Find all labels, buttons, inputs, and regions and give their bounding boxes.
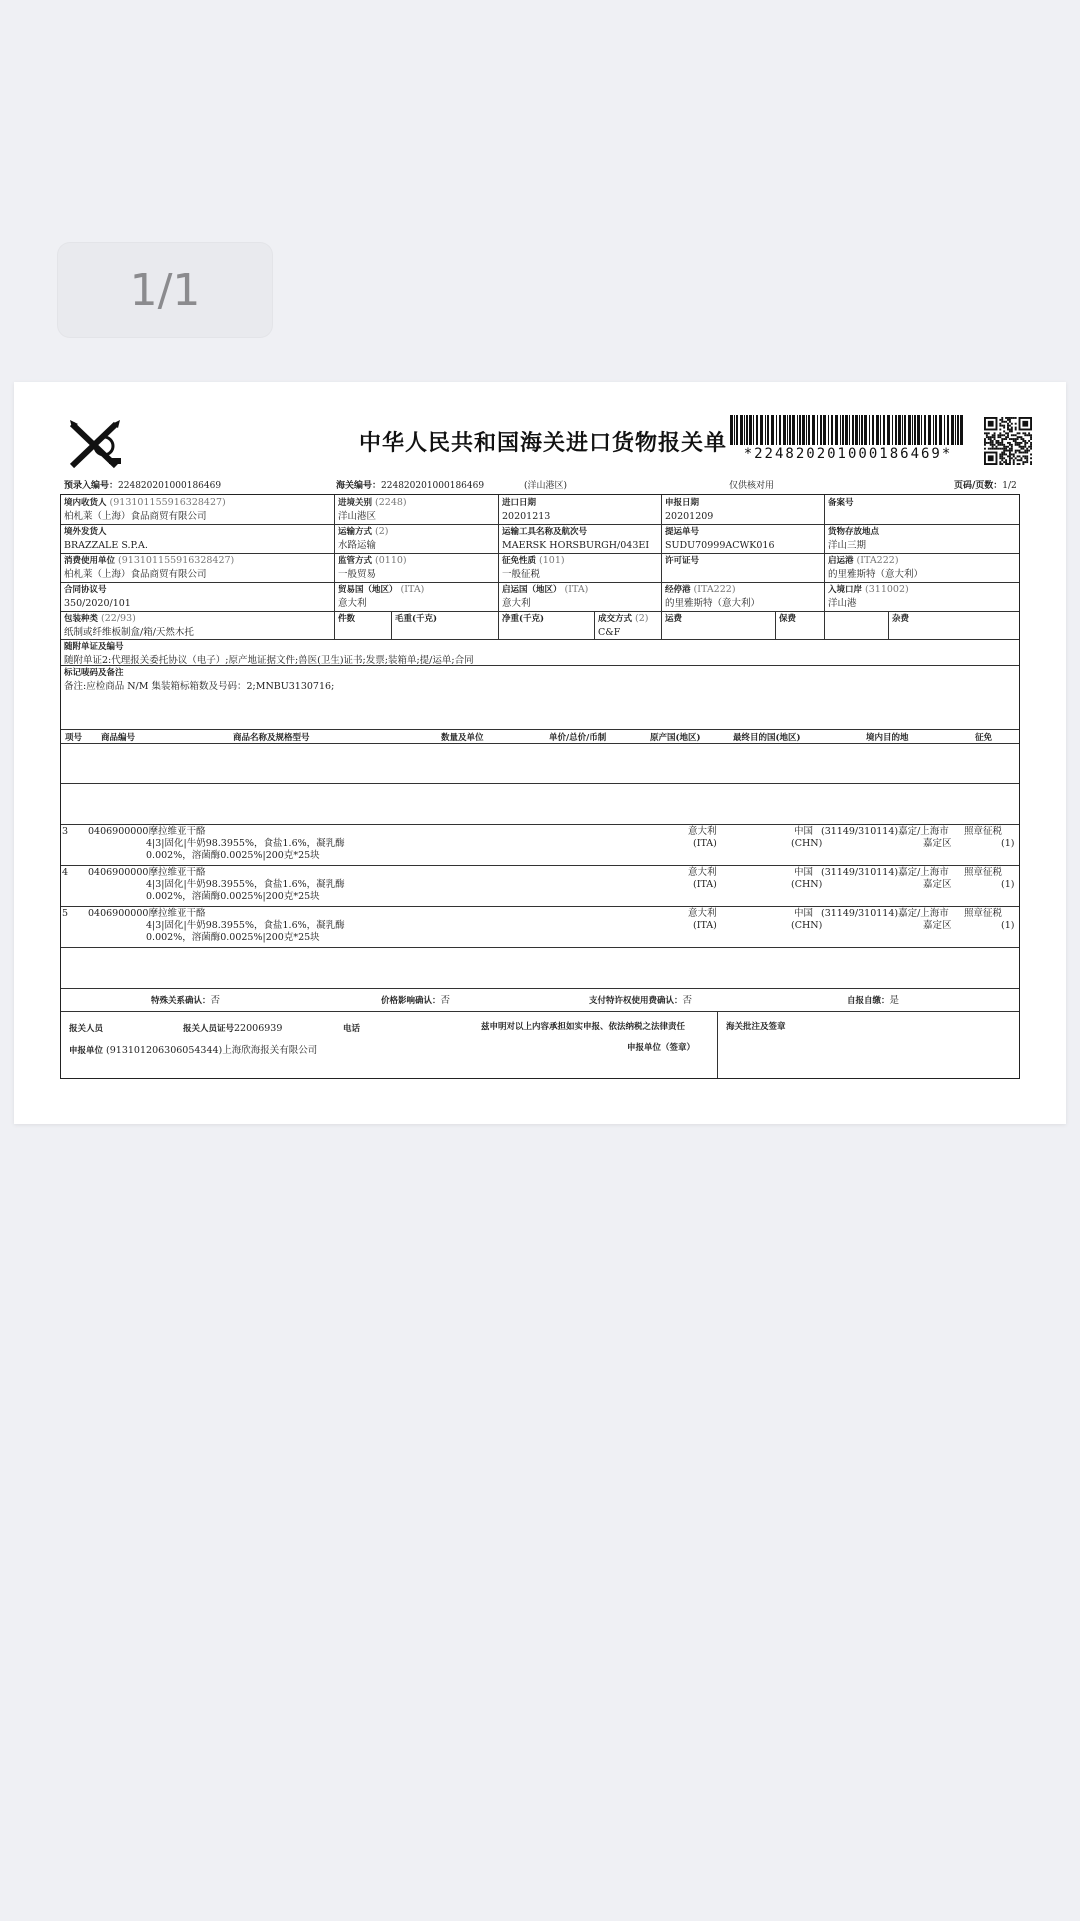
contract-cell: 合同协议号 350/2020/101 (64, 585, 131, 609)
customs-note-label: 海关批注及签章 (726, 1022, 786, 1032)
page-counter: 1/1 (58, 243, 272, 337)
declarant-label: 报关人员 (69, 1024, 104, 1034)
declaration-grid: 境内收货人 (913101155916328427) 柏札莱（上海）食品商贸有限公司 进境关别 (2248) 洋山港区 进口日期 20201213 申报日期 20201209 备案号 境外发货人 BRAZZALE S.P.A. 运输方式 (2) 水路运输 运输工具名称及航次号 MAERSK HORSBURGH/043EI 提运单号 SUDU70999ACWK016 货物存放地点 洋山三期 消费使用单位 (913101155916328427) 柏札莱（上海）食品商贸有限公司 监管方式 (0110) 一般贸易 征免性质 (101) 一般征税 许可证号 启运港 (ITA222) 的里雅斯特（意大利） 合同协议号 350/2020/101 贸易国（地区） (ITA) 意大利 启运国（地区） (ITA) 意大利 经停港 (ITA222) 的里雅斯特（意大利） 入境口岸 (311002) 洋山港 包装种类 (22/93) 纸制或纤维板制盒/箱/天然木托 件数 毛重(千克) 净重(千克) 成交方式 (2) C&F 运费 保费 杂费 随附单证及编号 随附单证2:代理报关委托协议（电子）;原产地证据文件;兽医(卫生)证书;发票;装箱单;提/运单;合同 标记唛码及备注 备注:应检商品 N/M 集装箱标箱数及号码：2;MNBU3130716; 项号 商品编号 商品名称及规格型号 数量及单位 单价/总价/币制 原产国(地区) 最终目的国(地区) 境内目的地 征免 3 0406900000摩拉维亚干酪 4|3|固化|牛奶98.3955%，食盐1.6%，凝乳酶 0.002%，溶菌酶0.0025%|200克*25块 意大利 (ITA) 中国 (CHN) (31149/310114)嘉定/上海市 嘉定区 照章征税 (1) 4 0406900000摩拉维亚干酪 4|3|固化|牛奶98.3955%，食盐1.6%，凝乳酶 0.002%，溶菌酶0.0025%|200克*25块 意大利 (ITA) 中国 (CHN) (31149/310114)嘉定/上海市 嘉定区 照章征税 (1) 5 0406900000摩拉维亚干酪 4|3|固化|牛奶98.3955%，食盐1.6%，凝乳酶 0.002%，溶菌酶0.0025%|200克*25块 意大利 (ITA) 中国 (CHN) (31149/310114)嘉定/上海市 嘉定区 照章征税 (1) 特殊关系确认：否 价格影响确认：否 支付特许权使用费确认：否 自报自缴：是 报关人员 报关人员证号22006939 电话 兹申明对以上内容承担如实申报、依法纳税之法律责任 海关批注及签章 申报单位 (913101206306054344)上海欣海报关有限公司 申报单位（签章） (60, 494, 1020, 1079)
license-cell: 许可证号 (665, 556, 700, 566)
col-item-no: 项号 (65, 733, 83, 743)
customs-number: 海关编号：224820201000186469 (336, 481, 485, 491)
customs-declaration-sheet (14, 382, 1066, 1124)
col-name-spec: 商品名称及规格型号 (233, 733, 310, 743)
gross-weight-cell: 毛重(千克) (395, 614, 438, 624)
customs-emblem-icon (64, 418, 134, 474)
royalty-confirm: 支付特许权使用费确认：否 (589, 995, 693, 1006)
transport-mode-cell: 运输方式 (2) 水路运输 (338, 526, 389, 551)
net-weight-cell: 净重(千克) (502, 614, 545, 624)
shipper-cell: 境外发货人 BRAZZALE S.P.A. (64, 527, 148, 551)
qr-code-image (984, 417, 1032, 465)
page-number: 页码/页数：1/2 (954, 481, 1017, 491)
barcode-number: *224820201000186469* (743, 446, 953, 462)
declare-unit-seal: 申报单位（签章） (627, 1043, 696, 1053)
insurance-cell: 保费 (779, 614, 797, 624)
col-tax: 征免 (975, 733, 993, 743)
col-domestic-dest: 境内目的地 (866, 733, 909, 743)
import-date-cell: 进口日期 20201213 (502, 498, 551, 522)
special-relation-confirm: 特殊关系确认：否 (151, 995, 221, 1006)
declare-date-cell: 申报日期 20201209 (665, 498, 714, 522)
legal-statement: 兹申明对以上内容承担如实申报、依法纳税之法律责任 (481, 1022, 686, 1032)
port-name: (洋山港区) (524, 481, 568, 491)
col-origin: 原产国(地区) (650, 733, 701, 743)
declarant-number: 报关人员证号22006939 (183, 1023, 283, 1034)
barcode-image (730, 415, 966, 445)
self-declare-confirm: 自报自缴：是 (847, 995, 900, 1006)
bill-of-lading-cell: 提运单号 SUDU70999ACWK016 (665, 527, 775, 551)
pieces-cell: 件数 (338, 614, 356, 624)
trade-country-cell: 贸易国（地区） (ITA) 意大利 (338, 584, 425, 609)
declare-unit: 申报单位 (913101206306054344)上海欣海报关有限公司 (69, 1045, 318, 1056)
storage-cell: 货物存放地点 洋山三期 (828, 527, 880, 551)
supervision-cell: 监管方式 (0110) 一般贸易 (338, 555, 407, 580)
verify-only-note: 仅供核对用 (729, 481, 775, 491)
col-price: 单价/总价/币制 (549, 733, 607, 743)
col-hs-code: 商品编号 (101, 733, 136, 743)
col-quantity: 数量及单位 (441, 733, 484, 743)
price-influence-confirm: 价格影响确认：否 (381, 995, 451, 1006)
col-dest-country: 最终目的国(地区) (733, 733, 801, 743)
prereg-number: 预录入编号：224820201000186469 (64, 481, 222, 491)
record-no-cell: 备案号 (828, 498, 854, 508)
document-title: 中华人民共和国海关进口货物报关单 (359, 430, 728, 456)
phone-label: 电话 (343, 1024, 361, 1034)
package-cell: 包装种类 (22/93) 纸制或纤维板制盒/箱/天然木托 (64, 613, 194, 638)
freight-cell: 运费 (665, 614, 683, 624)
misc-fee-cell: 杂费 (892, 614, 910, 624)
consignee-cell: 境内收货人 (913101155916328427) 柏札莱（上海）食品商贸有限公司 (64, 497, 226, 522)
deal-mode-cell: 成交方式 (2) C&F (598, 613, 649, 638)
tax-nature-cell: 征免性质 (101) 一般征税 (502, 555, 565, 580)
transit-port-cell: 经停港 (ITA222) 的里雅斯特（意大利） (665, 584, 761, 609)
consumer-cell: 消费使用单位 (913101155916328427) 柏札莱（上海）食品商贸有限公司 (64, 555, 235, 580)
marks-cell: 标记唛码及备注 备注:应检商品 N/M 集装箱标箱数及号码：2;MNBU3130716; (64, 668, 335, 692)
departure-port-cell: 启运港 (ITA222) 的里雅斯特（意大利） (828, 555, 924, 580)
attached-docs-cell: 随附单证及编号 随附单证2:代理报关委托协议（电子）;原产地证据文件;兽医(卫生)证书;发票;装箱单;提/运单;合同 (64, 642, 474, 666)
entry-customs-cell: 进境关别 (2248) 洋山港区 (338, 497, 407, 522)
origin-country-cell: 启运国（地区） (ITA) 意大利 (502, 584, 589, 609)
vessel-cell: 运输工具名称及航次号 MAERSK HORSBURGH/043EI (502, 527, 650, 551)
entry-port-cell: 入境口岸 (311002) 洋山港 (828, 584, 909, 609)
